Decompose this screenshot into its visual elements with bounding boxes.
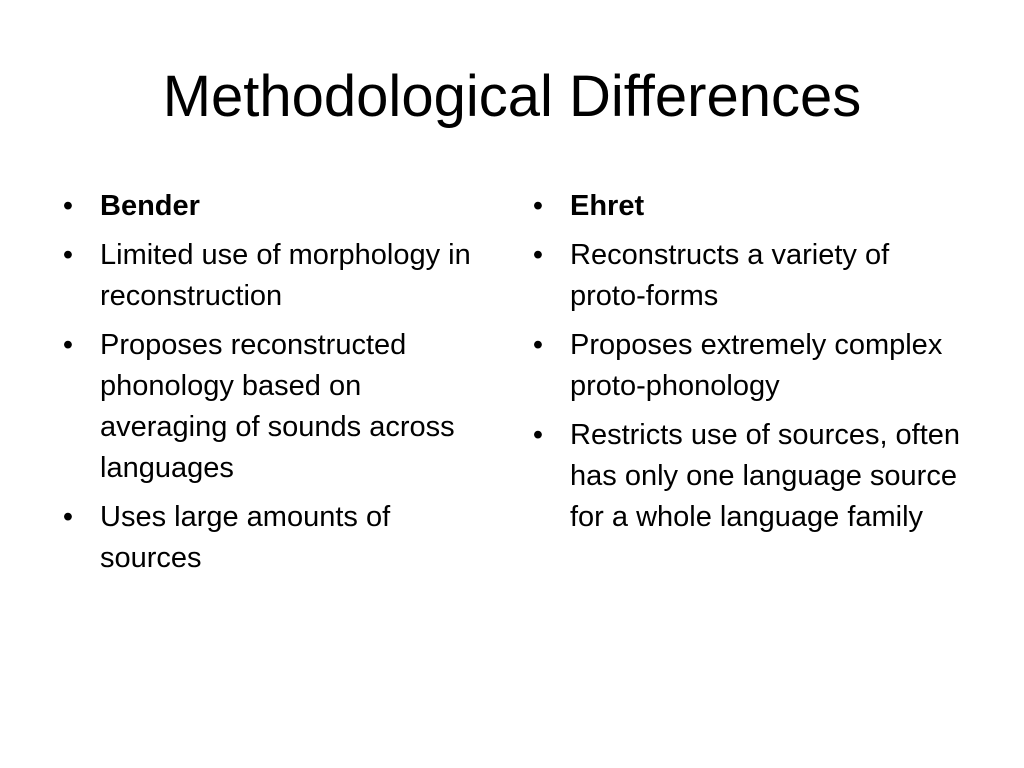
bullet-text: Limited use of morphology in reconstruction [100,239,471,312]
right-column-heading: Ehret [570,190,645,222]
bullet-icon: • [532,239,544,271]
bullet-icon: • [62,501,74,533]
right-bullet-item [528,235,968,317]
bullet-text: Proposes reconstructed phonology based on averaging of sounds across languages [100,329,455,484]
bullet-text: Reconstructs a variety of proto-forms [570,239,890,312]
bullet-icon: • [62,329,74,361]
left-bullet-item [58,497,478,579]
left-bullet-item [58,186,478,227]
bullet-text: Proposes extremely complex proto-phonology [570,329,943,402]
right-bullet-item [528,186,968,227]
right-bullet-item [528,325,968,407]
bullet-text: Restricts use of sources, often has only one language source for a whole language family [570,419,961,533]
right-bullet-item [528,415,968,538]
bullet-icon: • [532,329,544,361]
slide-title: Methodological Differences [162,64,862,129]
right-bullet-list [528,186,968,546]
bullet-icon: • [532,190,544,222]
bullet-icon: • [62,239,74,271]
left-bullet-item [58,235,478,317]
left-column-heading: Bender [100,190,200,222]
bullet-icon: • [532,419,544,451]
bullet-icon: • [62,190,74,222]
left-bullet-list [58,186,478,587]
left-bullet-item [58,325,478,489]
bullet-text: Uses large amounts of sources [100,501,391,574]
